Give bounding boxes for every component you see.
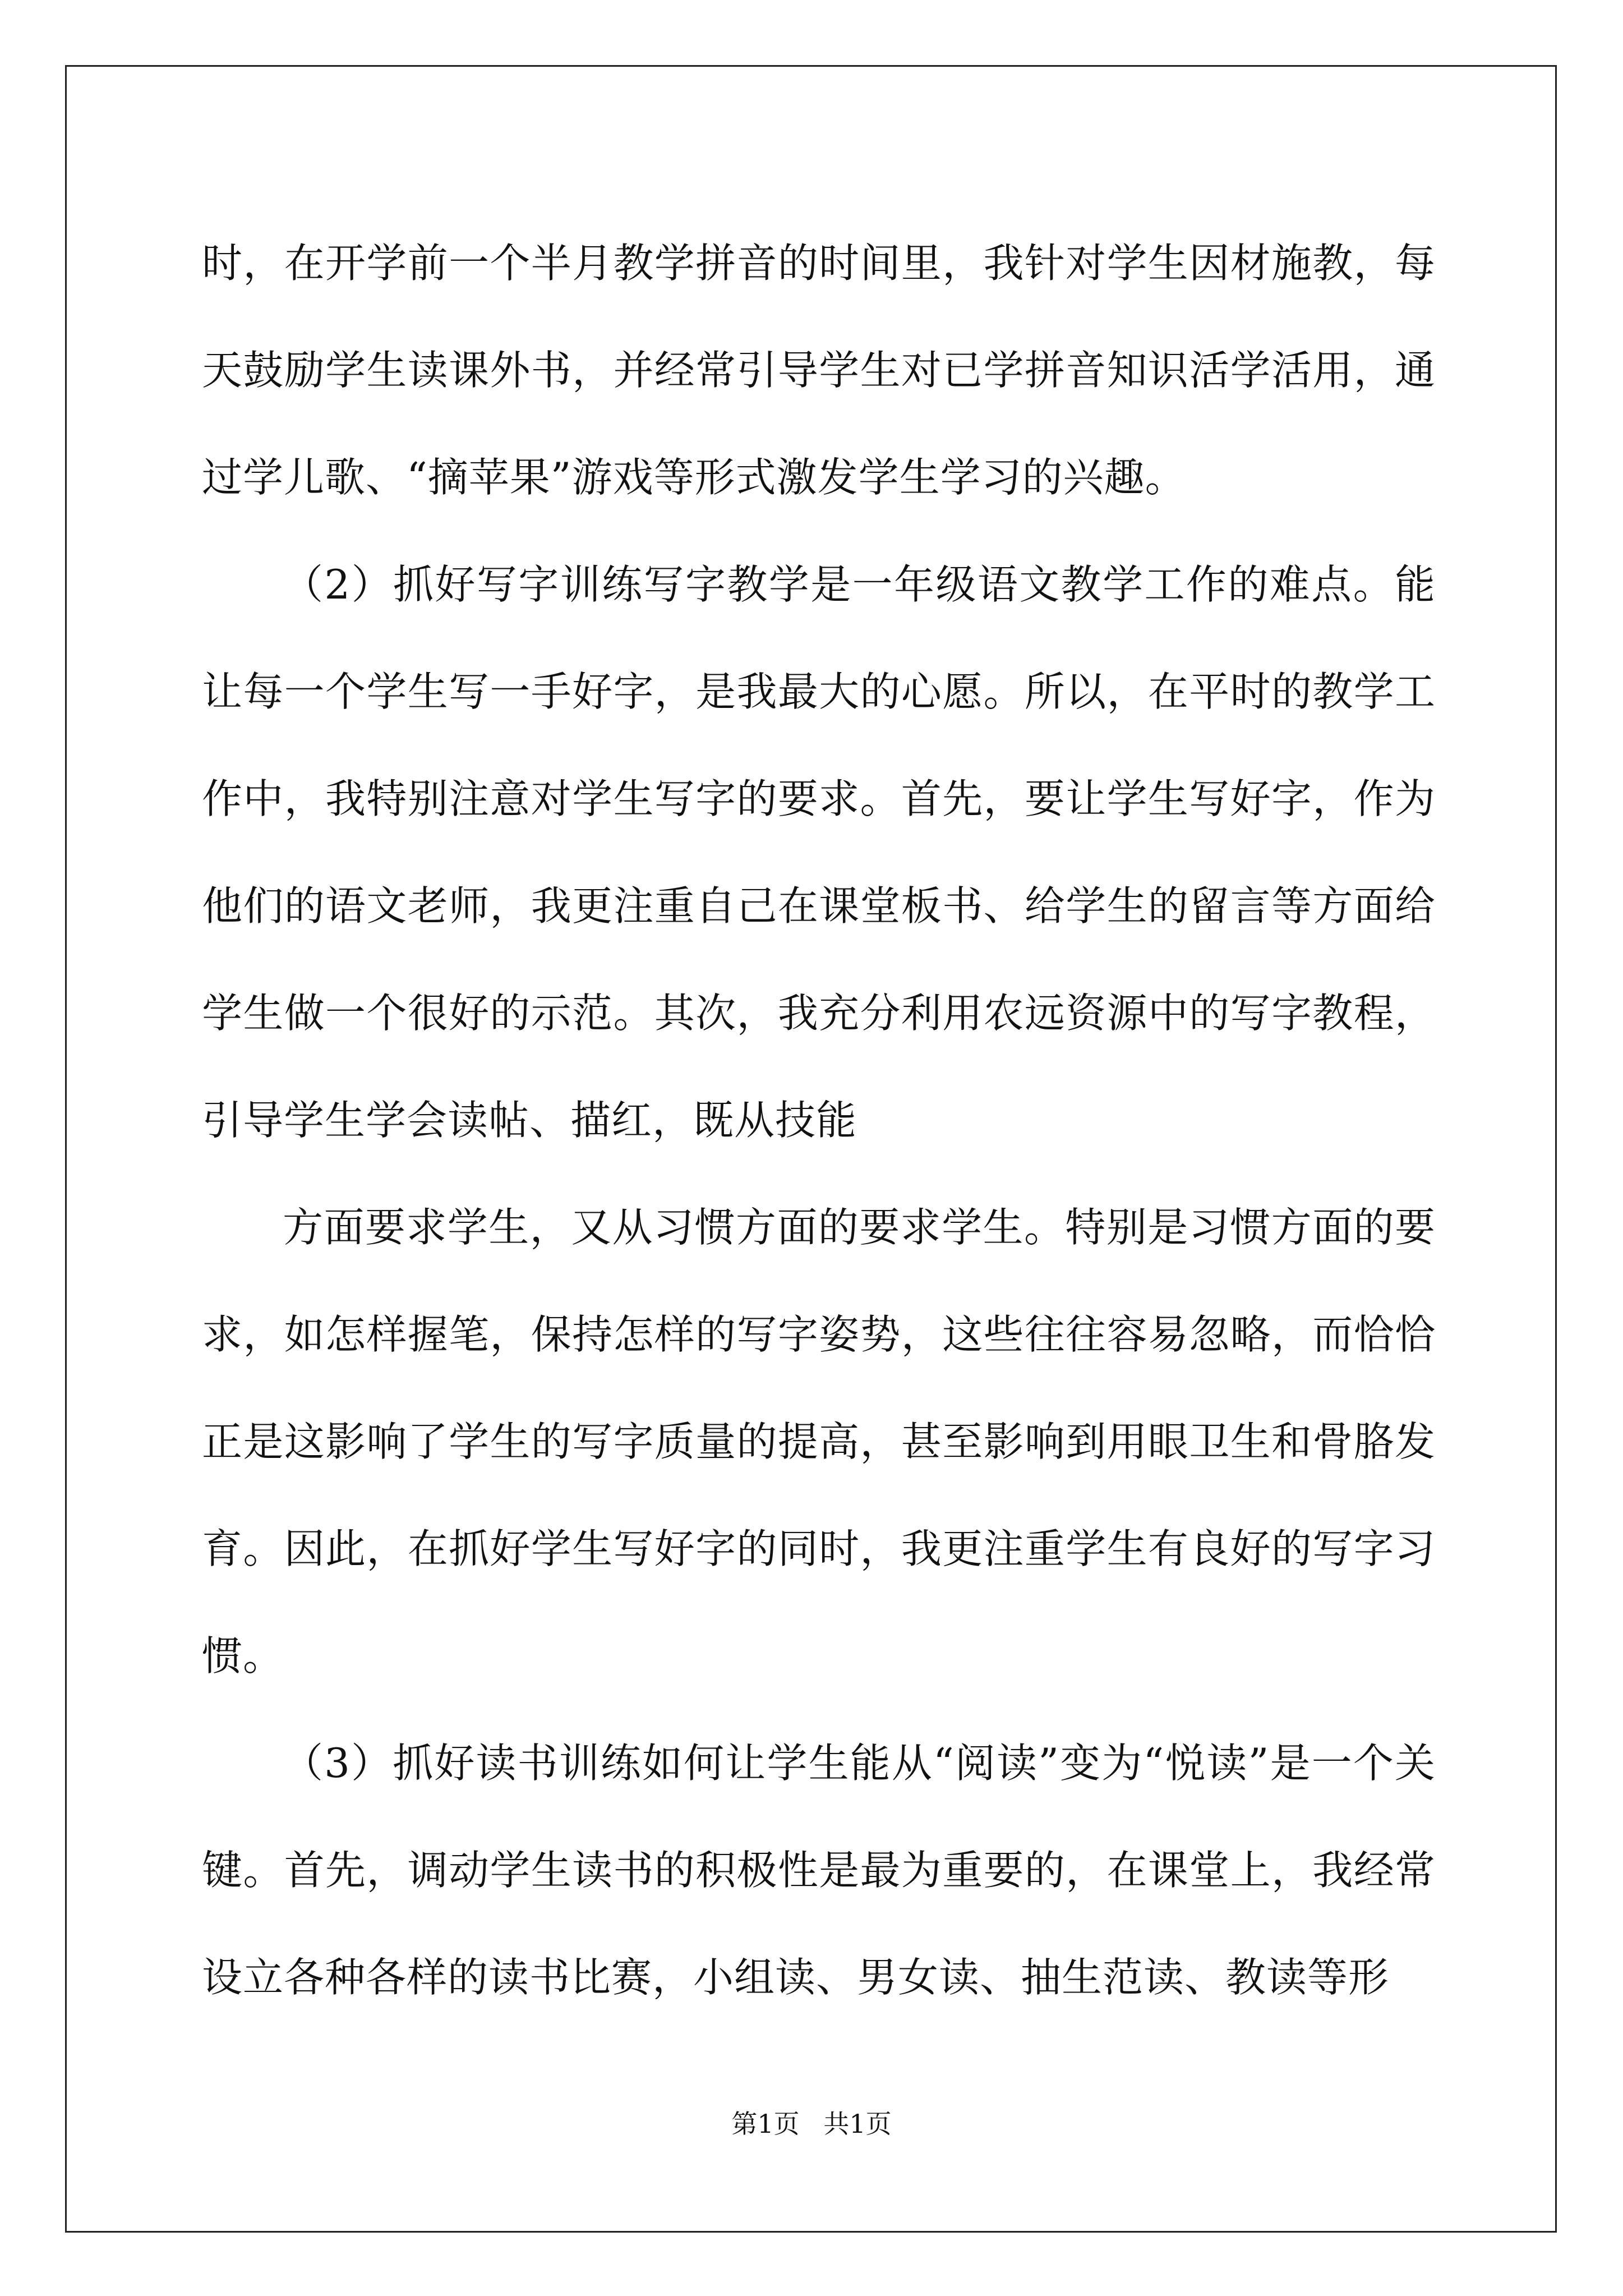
paragraph-3: 方面要求学生，又从习惯方面的要求学生。特别是习惯方面的要求，如怎样握笔，保持怎样的写字姿势，这些往往容易忽略，而恰恰正是这影响了学生的写字质量的提高，甚至影响到用眼卫生和骨胳发育。因此，在抓好学生写好字的同时，我更注重学生有良好的写字习惯。 <box>202 1204 1436 1680</box>
page-total: 共1页 <box>823 2109 892 2139</box>
page-footer <box>0 2107 1623 2141</box>
page-number: 第1页 <box>731 2109 800 2139</box>
document-body <box>202 210 1436 2031</box>
paragraph-1: 时，在开学前一个半月教学拼音的时间里，我针对学生因材施教，每天鼓励学生读课外书，并经常引导学生对已学拼音知识活学活用，通过学儿歌、“摘苹果”游戏等形式激发学生学习的兴趣。 <box>202 240 1436 501</box>
paragraph-4: （3）抓好读书训练如何让学生能从“阅读”变为“悦读”是一个关键。首先，调动学生读书的积极性是最为重要的，在课堂上，我经常设立各种各样的读书比赛，小组读、男女读、抽生范读、教读等形 <box>202 1740 1436 2001</box>
paragraph-2: （2）抓好写字训练写字教学是一年级语文教学工作的难点。能让每一个学生写一手好字，是我最大的心愿。所以，在平时的教学工作中，我特别注意对学生写字的要求。首先，要让学生写好字，作为他们的语文老师，我更注重自己在课堂板书、给学生的留言等方面给学生做一个很好的示范。其次，我充分利用农远资源中的写字教程，引导学生学会读帖、描红，既从技能 <box>202 561 1436 1144</box>
